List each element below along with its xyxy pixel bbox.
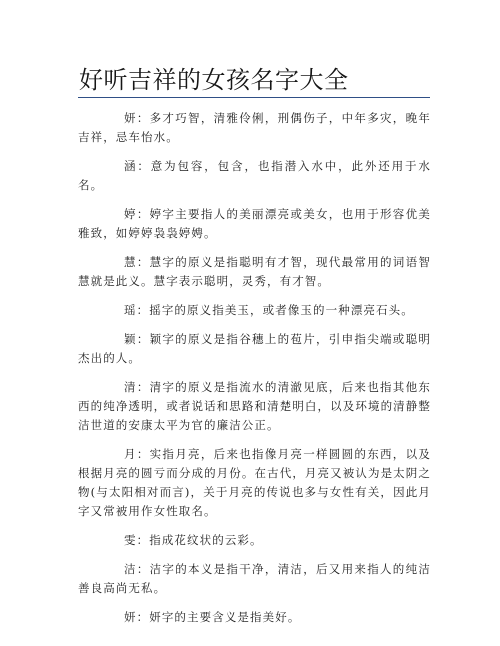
name-entry: 婷：婷字主要指人的美丽漂亮或美女，也用于形容优美雅致，如婷婷袅袅婷娉。: [78, 207, 432, 240]
entry-character: 月: [124, 447, 137, 461]
entry-description: 慧字的原义是指聪明有才智，现代最常用的词语智慧就是此义。慧字表示聪明，灵秀，有才智。: [78, 255, 432, 288]
entry-description: 妍字的主要含义是指美好。: [149, 610, 301, 624]
entry-description: 实指月亮，后来也指像月亮一样圆圆的东西，以及根据月亮的圆亏而分成的月份。在古代，月亮又被认为是太阴之物(与太阳相对而言)，关于月亮的传说也多与女性有关，因此月字又常被用作女性取名。: [78, 447, 432, 518]
name-entry: 洁：洁字的本义是指干净，清洁，后又用来指人的纯洁善良高尚无私。: [78, 562, 432, 595]
entry-description: 意为包容，包含，也指潜入水中，此外还用于水名。: [78, 159, 431, 192]
name-entry: 慧：慧字的原义是指聪明有才智，现代最常用的词语智慧就是此义。慧字表示聪明，灵秀，有才智。: [78, 255, 432, 288]
entry-character: 妍: [124, 610, 137, 624]
name-entry: 妍：多才巧智，清雅伶俐，刑偶伤子，中年多灾，晚年吉祥，忌车怡水。: [78, 111, 432, 144]
entry-description: 指成花纹状的云彩。: [149, 533, 263, 547]
entry-character: 颖: [124, 332, 137, 346]
entry-description: 洁字的本义是指干净，清洁，后又用来指人的纯洁善良高尚无私。: [78, 562, 432, 595]
name-entry: 妍：妍字的主要含义是指美好。: [124, 610, 301, 624]
entry-description: 摇字的原义指美玉，或者像玉的一种漂亮石头。: [149, 303, 414, 317]
page-title: 好听吉祥的女孩名字大全: [79, 66, 349, 94]
entry-character: 雯: [124, 533, 137, 547]
entry-description: 多才巧智，清雅伶俐，刑偶伤子，中年多灾，晚年吉祥，忌车怡水。: [78, 111, 432, 144]
name-entry-list: [78, 109, 431, 637]
entry-character: 婷: [124, 207, 137, 221]
entry-character: 清: [124, 380, 137, 394]
entry-character: 洁: [124, 562, 137, 576]
title-divider: [78, 97, 430, 98]
name-entry: 涵：意为包容，包含，也指潜入水中，此外还用于水名。: [78, 159, 431, 192]
name-entry: 清：清字的原义是指流水的清澈见底，后来也指其他东西的纯净透明，或者说话和思路和清楚明白，以及环境的清静整洁世道的安康太平为官的廉洁公正。: [78, 380, 432, 432]
entry-description: 婷字主要指人的美丽漂亮或美女，也用于形容优美雅致，如婷婷袅袅婷娉。: [78, 207, 432, 240]
name-entry: 雯：指成花纹状的云彩。: [124, 533, 263, 547]
name-entry: 瑶：摇字的原义指美玉，或者像玉的一种漂亮石头。: [124, 303, 414, 317]
entry-description: 颖字的原义是指谷穗上的苞片，引申指尖端或聪明杰出的人。: [78, 332, 432, 365]
entry-character: 妍: [124, 111, 137, 125]
entry-character: 瑶: [124, 303, 137, 317]
entry-character: 涵: [124, 159, 138, 173]
name-entry: 颖：颖字的原义是指谷穗上的苞片，引申指尖端或聪明杰出的人。: [78, 332, 432, 365]
entry-character: 慧: [124, 255, 137, 269]
name-entry: 月：实指月亮，后来也指像月亮一样圆圆的东西，以及根据月亮的圆亏而分成的月份。在古代，月亮又被认为是太阴之物(与太阳相对而言)，关于月亮的传说也多与女性有关，因此月字又常被用作女性取名。: [78, 447, 432, 518]
entry-description: 清字的原义是指流水的清澈见底，后来也指其他东西的纯净透明，或者说话和思路和清楚明白，以及环境的清静整洁世道的安康太平为官的廉洁公正。: [78, 380, 432, 432]
